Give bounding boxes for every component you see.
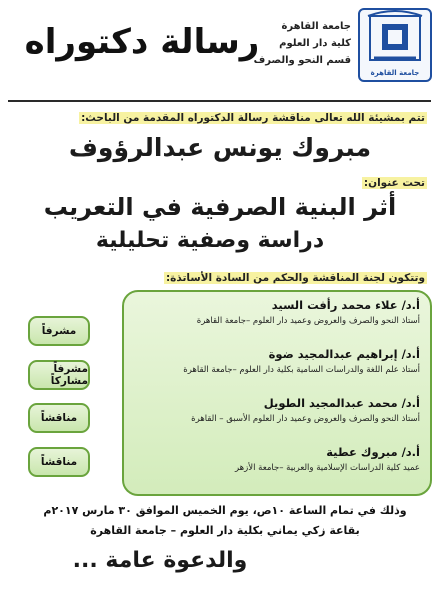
member-description: أستاذ علم اللغة والدراسات السامية بكلية دار العلوم –جامعة القاهرة: [183, 365, 420, 375]
member-name: أ.د/ إبراهيم عبدالمجيد ضوة: [268, 347, 420, 361]
closing-text: والدعوة عامة ...: [72, 548, 248, 573]
committee-member-4: [130, 445, 420, 473]
thesis-title-line1: أثر البنية الصرفية في التعريب: [43, 193, 397, 221]
faculty-name: كلية دار العلوم: [279, 38, 351, 49]
member-name: أ.د/ علاء محمد رأفت السيد: [271, 298, 420, 312]
member-name: أ.د/ مبروك عطية: [326, 445, 420, 459]
page-title: رسالة دكتوراه: [24, 22, 260, 62]
time-line: وذلك في تمام الساعة ١٠ص، يوم الخميس الموافق ٣٠ مارس ٢٠١٧م: [43, 504, 407, 517]
committee-intro: وتتكون لجنة المناقشة والحكم من السادة الأساتذة:: [165, 272, 425, 284]
researcher-name: مبروك يونس عبدالرؤوف: [68, 133, 372, 162]
university-header: [254, 18, 351, 69]
committee-member-3: [130, 396, 420, 424]
member-name: أ.د/ محمد عبدالمجيد الطويل: [263, 396, 420, 410]
place-line: بقاعة زكي يماني بكلية دار العلوم – جامعة القاهرة: [90, 524, 360, 537]
intro-text: تتم بمشيئة الله تعالى مناقشة رسالة الدكتوراه المقدمة من الباحث:: [81, 112, 425, 124]
member-description: أستاذ النحو والصرف والعروض وعميد دار العلوم –جامعة القاهرة: [196, 316, 420, 326]
logo-caption: جامعة القاهرة: [370, 69, 420, 77]
role-badge-co-supervisor: مشرفاً مشاركاً: [28, 360, 90, 390]
university-logo: [358, 8, 432, 82]
role-badge-examiner-1: مناقشاً: [28, 403, 90, 433]
thesis-title-line2: دراسة وصفية تحليلية: [95, 228, 325, 253]
university-name: جامعة القاهرة: [281, 21, 351, 32]
header-divider: [8, 100, 431, 102]
under-title-label: تحت عنوان:: [363, 177, 425, 189]
committee-panel: [122, 290, 432, 496]
department-name: قسم النحو والصرف: [253, 55, 351, 66]
role-badge-examiner-2: مناقشاً: [28, 447, 90, 477]
role-badge-supervisor: مشرفاً: [28, 316, 90, 346]
member-description: أستاذ النحو والصرف والعروض وعميد دار العلوم الأسبق – القاهرة: [191, 414, 420, 424]
committee-member-1: [130, 298, 420, 326]
member-description: عميد كلية الدراسات الإسلامية والعربية –جامعة الأزهر: [234, 463, 420, 473]
committee-member-2: [130, 347, 420, 375]
